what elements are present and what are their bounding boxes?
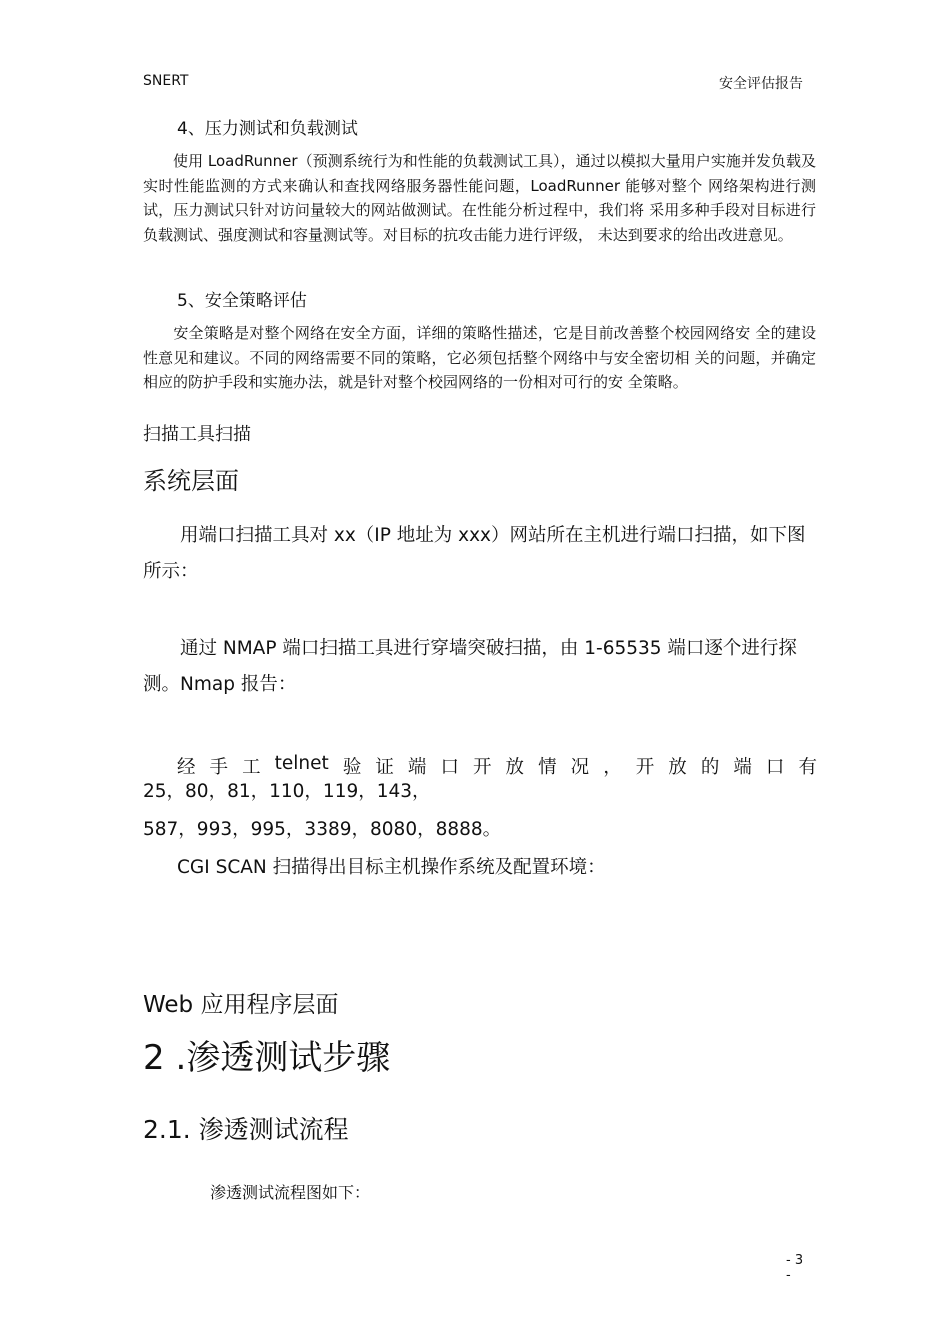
telnet-word: telnet (274, 753, 329, 774)
page-number-top: - 3 (786, 1253, 804, 1268)
section-2-1-heading: 2.1. 渗透测试流程 (143, 1115, 349, 1144)
telnet-word: 端 (733, 757, 752, 778)
scan-tool-heading: 扫描工具扫描 (143, 424, 251, 445)
cgi-scan-line: CGI SCAN 扫描得出目标主机操作系统及配置环境： (177, 857, 606, 878)
telnet-line-2: 25，80，81，110，119，143， (143, 781, 431, 802)
telnet-word: ， (603, 757, 622, 778)
telnet-word: 开 (473, 757, 492, 778)
flowchart-caption: 渗透测试流程图如下： (210, 1183, 371, 1202)
telnet-word: 的 (700, 757, 720, 778)
web-app-heading: Web 应用程序层面 (143, 992, 339, 1018)
telnet-word: 情 (538, 757, 557, 778)
telnet-line-3: 587，993，995，3389，8080，8888。 (143, 819, 502, 840)
telnet-word: 口 (440, 757, 459, 778)
chapter-2-heading: 2 .渗透测试步骤 (143, 1038, 391, 1078)
telnet-word: 经 (177, 757, 196, 778)
telnet-word: 放 (668, 757, 687, 778)
telnet-word: 放 (505, 757, 525, 778)
telnet-word: 验 (342, 757, 362, 778)
telnet-word: 手 (209, 757, 229, 778)
telnet-word: 证 (375, 757, 394, 778)
nmap-paragraph: 通过 NMAP 端口扫描工具进行穿墙突破扫描，由 1-65535 端口逐个进行探测。Nmap 报告： (143, 638, 797, 695)
telnet-word: 有 (798, 757, 817, 778)
system-level-heading: 系统层面 (143, 467, 239, 495)
page-number-bottom: - (786, 1268, 791, 1283)
telnet-word: 口 (765, 757, 785, 778)
telnet-word: 开 (635, 757, 655, 778)
section-5-paragraph: 安全策略是对整个网络在安全方面，详细的策略性描述，它是目前改善整个校园网络安 全的建设性意见和建议。不同的网络需要不同的策略，它必须包括整个网络中与安全密切相 关的问题，并确定相应的防护手段和实施办法，就是针对整个校园网络的一份相对可行的安 全策略。 (143, 324, 816, 391)
page-number (786, 1253, 803, 1283)
header-left: SNERT (143, 73, 189, 89)
telnet-word: 况 (570, 757, 590, 778)
section-4-title: 4、压力测试和负载测试 (177, 119, 358, 139)
telnet-word: 工 (242, 757, 261, 778)
telnet-word: 端 (407, 757, 427, 778)
section-4-paragraph: 使用 LoadRunner（预测系统行为和性能的负载测试工具），通过以模拟大量用户实施并发负载及实时性能监测的方式来确认和查找网络服务器性能问题，LoadRunner 能够对整个 网络架构进行测试，压力测试只针对访问量较大的网站做测试。在性能分析过程中，我们将 采用多种手段对目标进行负载测试、强度测试和容量测试等。对目标的抗攻击能力进行评级， 未达到要求的给出改进意见。 (143, 152, 816, 244)
port-scan-paragraph: 用端口扫描工具对 xx（IP 地址为 xxx）网站所在主机进行端口扫描，如下图所示： (143, 525, 806, 582)
telnet-line-1 (177, 753, 817, 779)
header-right: 安全评估报告 (719, 76, 803, 92)
section-5-title: 5、安全策略评估 (177, 291, 307, 311)
